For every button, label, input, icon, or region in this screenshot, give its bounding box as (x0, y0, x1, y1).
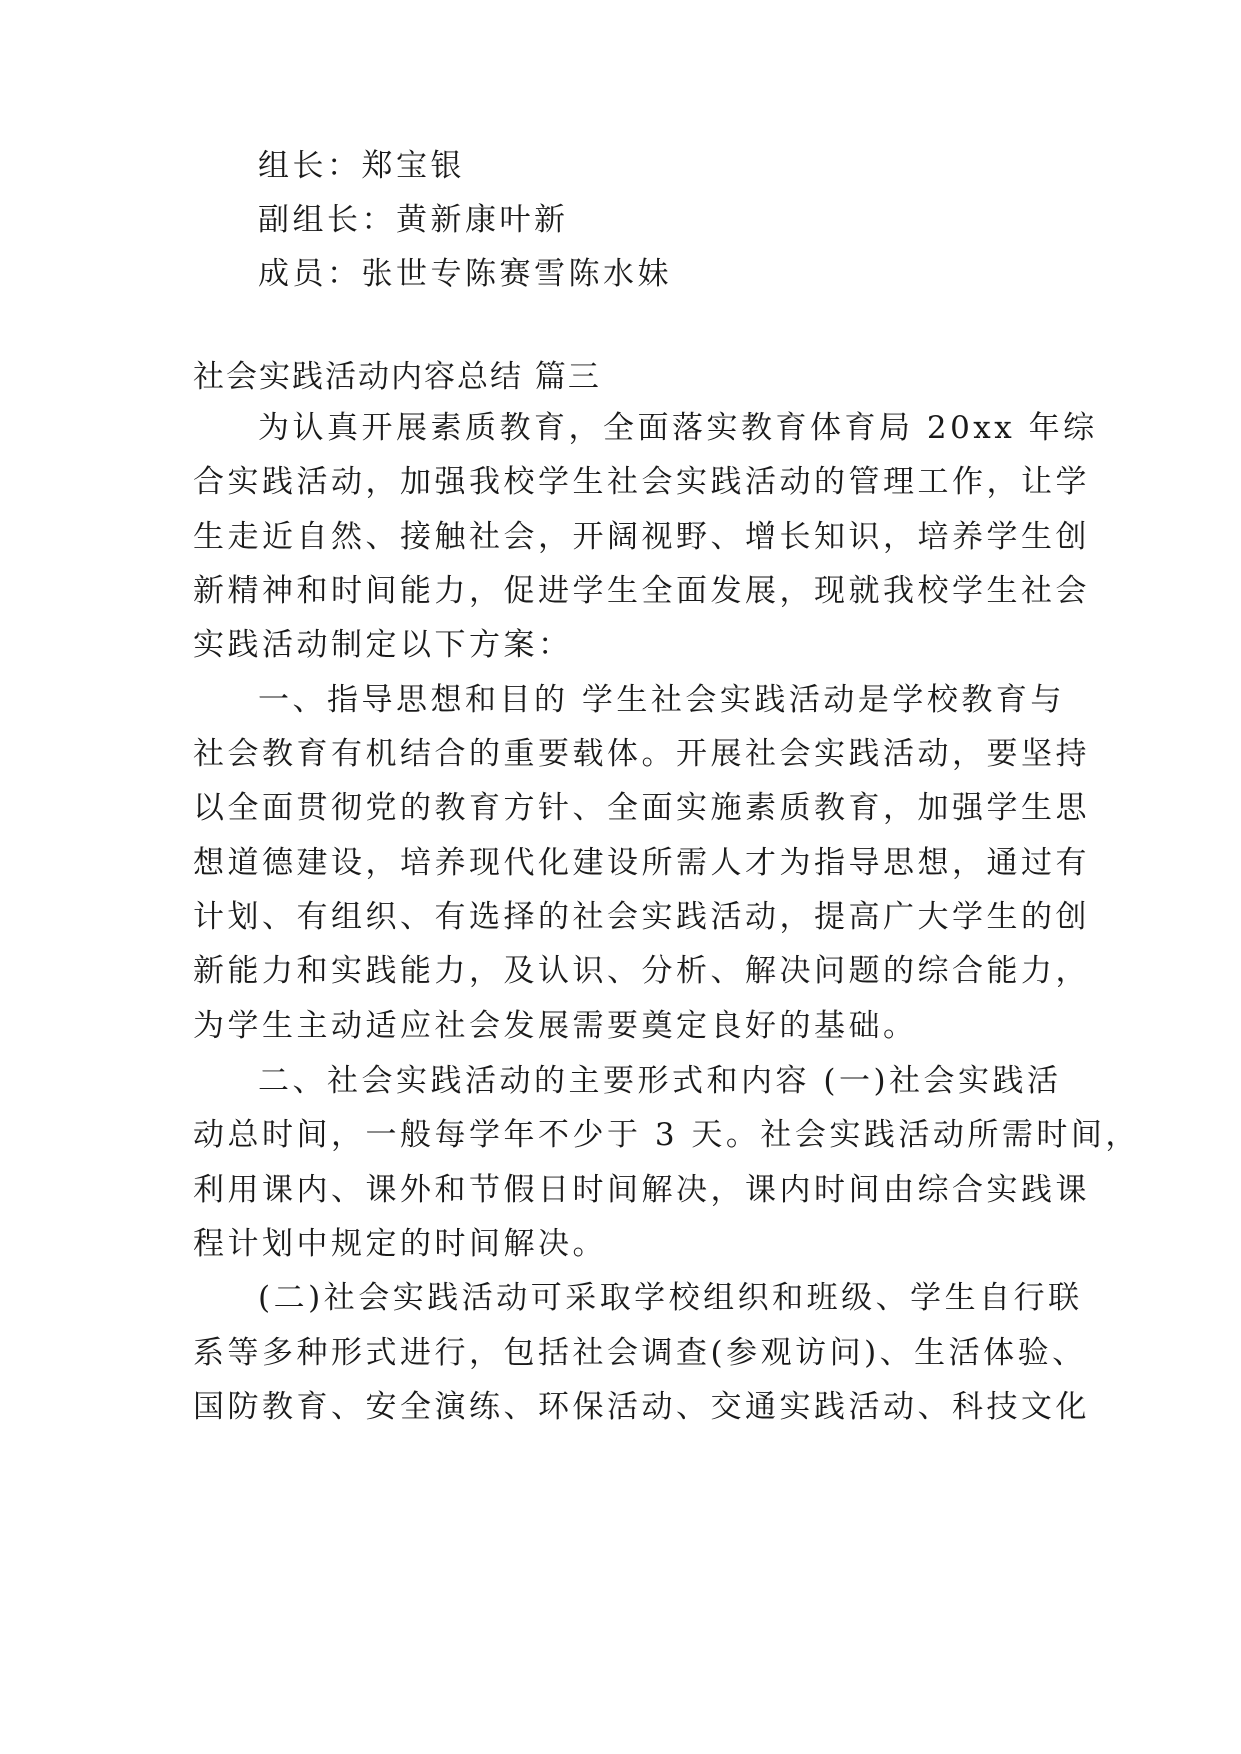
paragraph-line: 实践活动制定以下方案： (193, 627, 573, 663)
paragraph-line: (二)社会实践活动可采取学校组织和班级、学生自行联 (258, 1280, 1083, 1316)
paragraph-line: 新精神和时间能力，促进学生全面发展，现就我校学生社会 (193, 573, 1090, 609)
paragraph-line: 新能力和实践能力，及认识、分析、解决问题的综合能力， (193, 953, 1090, 989)
section-title: 社会实践活动内容总结 篇三 (193, 359, 601, 395)
paragraph-line: 想道德建设，培养现代化建设所需人才为指导思想，通过有 (193, 845, 1090, 881)
paragraph-line: 为认真开展素质教育，全面落实教育体育局 20xx 年综 (258, 410, 1098, 446)
paragraph-line: 系等多种形式进行，包括社会调查(参观访问)、生活体验、 (193, 1335, 1087, 1371)
paragraph-line: 生走近自然、接触社会，开阔视野、增长知识，培养学生创 (193, 519, 1090, 555)
roster-leader: 组长：郑宝银 (258, 148, 465, 184)
roster-deputy: 副组长：黄新康叶新 (258, 202, 569, 238)
paragraph-line: 程计划中规定的时间解决。 (193, 1226, 607, 1262)
paragraph-line: 社会教育有机结合的重要载体。开展社会实践活动，要坚持 (193, 736, 1090, 772)
paragraph-line: 计划、有组织、有选择的社会实践活动，提高广大学生的创 (193, 899, 1090, 935)
paragraph-line: 合实践活动，加强我校学生社会实践活动的管理工作，让学 (193, 464, 1090, 500)
paragraph-line: 以全面贯彻党的教育方针、全面实施素质教育，加强学生思 (193, 790, 1090, 826)
paragraph-line: 一、指导思想和目的 学生社会实践活动是学校教育与 (258, 682, 1065, 718)
paragraph-line: 国防教育、安全演练、环保活动、交通实践活动、科技文化 (193, 1389, 1090, 1425)
roster-members: 成员：张世专陈赛雪陈水妹 (258, 256, 672, 292)
paragraph-line: 为学生主动适应社会发展需要奠定良好的基础。 (193, 1008, 918, 1044)
paragraph-line: 利用课内、课外和节假日时间解决，课内时间由综合实践课 (193, 1172, 1090, 1208)
paragraph-line: 二、社会实践活动的主要形式和内容 (一)社会实践活 (258, 1063, 1062, 1099)
paragraph-line: 动总时间，一般每学年不少于 3 天。社会实践活动所需时间， (193, 1117, 1140, 1153)
